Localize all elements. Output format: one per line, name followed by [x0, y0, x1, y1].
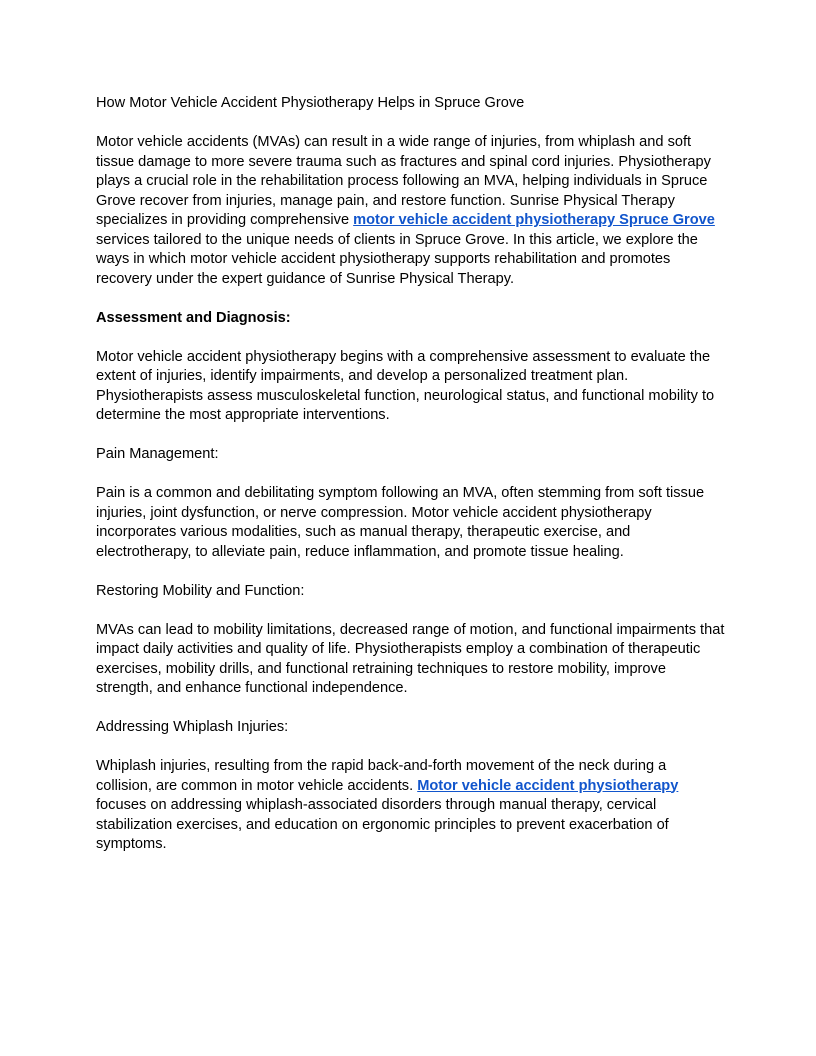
spacer — [96, 328, 726, 348]
whiplash-text-before-link: Whiplash injuries, resulting from the rapid back-and-forth movement of the neck during a collision, are common in motor vehicle accidents. — [96, 758, 667, 794]
spacer — [96, 562, 726, 582]
spacer — [96, 465, 726, 485]
mobility-heading: Restoring Mobility and Function: — [96, 582, 305, 599]
mva-physio-link[interactable]: Motor vehicle accident physiotherapy — [417, 777, 679, 794]
spacer — [96, 699, 726, 719]
document-page — [96, 94, 726, 855]
document-title: How Motor Vehicle Accident Physiotherapy Helps in Spruce Grove — [96, 95, 525, 111]
assessment-paragraph: Motor vehicle accident physiotherapy begins with a comprehensive assessment to evaluate the extent of injuries, identify impairments, and develop a personalized treatment plan. Physiotherapists assess musculoskeletal function, neurological status, and functional mobility to determine the most appropriate interventions. — [96, 348, 715, 423]
spacer — [96, 289, 726, 309]
assessment-heading: Assessment and Diagnosis: — [96, 309, 291, 326]
spacer — [96, 601, 726, 621]
intro-text-after-link: services tailored to the unique needs of clients in Spruce Grove. In this article, we explore the ways in which motor vehicle accident physiotherapy supports rehabilitation and promotes recovery under the expert guidance of Sunrise Physical Therapy. — [96, 231, 698, 287]
intro-paragraph — [96, 133, 726, 289]
pain-heading: Pain Management: — [96, 446, 219, 462]
mobility-paragraph: MVAs can lead to mobility limitations, decreased range of motion, and functional impairments that impact daily activities and quality of life. Physiotherapists employ a combination of therapeutic exercises, mobility drills, and functional retraining techniques to restore mobility, improve strength, and enhance functional independence. — [96, 621, 725, 696]
spacer — [96, 114, 726, 134]
pain-paragraph: Pain is a common and debilitating symptom following an MVA, often stemming from soft tissue injuries, joint dysfunction, or nerve compression. Motor vehicle accident physiotherapy incorporates various modalities, such as manual therapy, therapeutic exercise, and electrotherapy, to alleviate pain, reduce inflammation, and promote tissue healing. — [96, 485, 705, 560]
whiplash-heading: Addressing Whiplash Injuries: — [96, 719, 289, 735]
spacer — [96, 738, 726, 758]
whiplash-paragraph — [96, 757, 726, 855]
spruce-grove-physio-link[interactable]: motor vehicle accident physiotherapy Spruce Grove — [353, 212, 715, 228]
spacer — [96, 426, 726, 446]
whiplash-text-after-link: focuses on addressing whiplash-associated disorders through manual therapy, cervical stabilization exercises, and education on ergonomic principles to prevent exacerbation of symptoms. — [96, 797, 669, 852]
intro-text-before-link: Motor vehicle accidents (MVAs) can result in a wide range of injuries, from whiplash and soft tissue damage to more severe trauma such as fractures and spinal cord injuries. Physiotherapy plays a crucial role in the rehabilitation process following an MVA, helping individuals in Spruce Grove recover from injuries, manage pain, and restore function. Sunrise Physical Therapy specializes in providing comprehensive — [96, 134, 711, 228]
